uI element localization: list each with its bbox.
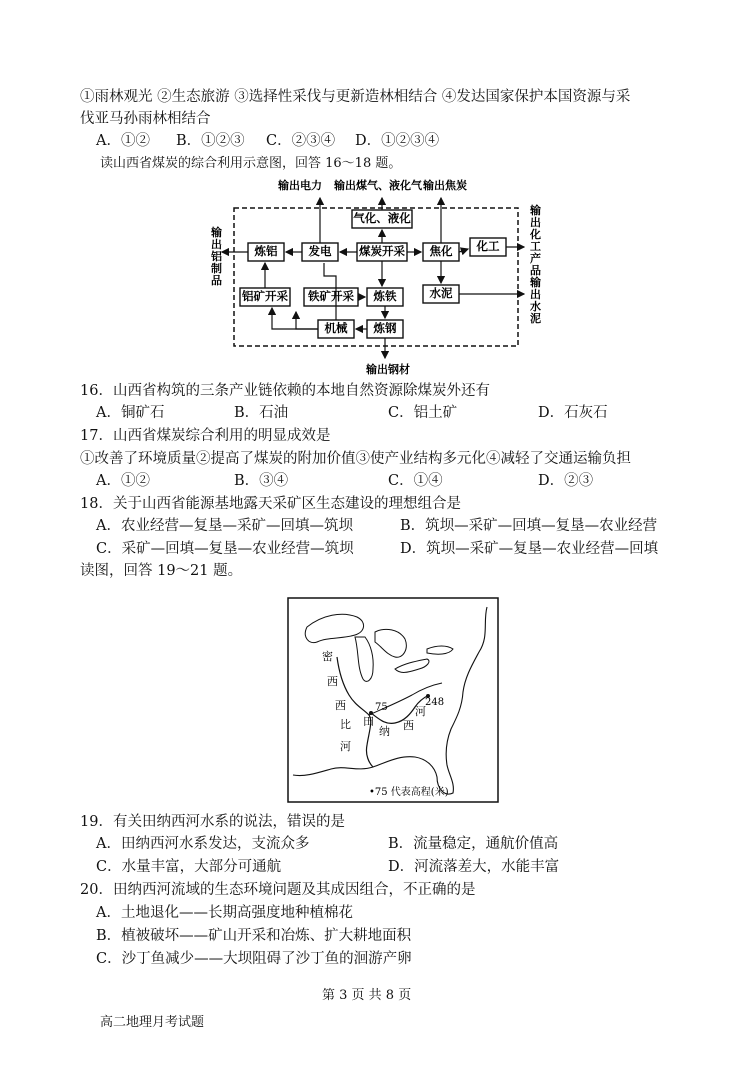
label-he: 河 — [340, 740, 351, 753]
q20-option-c: C．沙丁鱼减少——大坝阻碍了沙丁鱼的洄游产卵 — [96, 951, 412, 967]
coal-flow-diagram — [200, 176, 550, 376]
q20-stem: 20．田纳西河流域的生态环境问题及其成因组合，不正确的是 — [80, 882, 476, 898]
q15-option-d: D．①②③④ — [355, 133, 440, 149]
q19-option-a: A．田纳西河水系发达，支流众多 — [96, 836, 310, 852]
q16-stem: 16．山西省构筑的三条产业链依赖的本地自然资源除煤炭外还有 — [80, 383, 490, 399]
svg-text:品: 品 — [530, 264, 541, 277]
q17-option-d: D．②③ — [538, 473, 594, 489]
q18-stem: 18．关于山西省能源基地露天采矿区生态建设的理想组合是 — [80, 496, 461, 512]
svg-text:铁矿开采: 铁矿开采 — [308, 289, 354, 303]
svg-text:铝: 铝 — [211, 250, 222, 263]
label-mi: 密 — [322, 650, 333, 663]
svg-text:泥: 泥 — [530, 312, 541, 325]
svg-text:输: 输 — [211, 226, 222, 239]
q16-option-c: C．铝土矿 — [388, 405, 458, 421]
q18-option-a: A．农业经营—复垦—采矿—回填—筑坝 — [96, 518, 353, 534]
svg-text:机械: 机械 — [324, 321, 348, 335]
label-output-steel: 输出钢材 — [366, 363, 410, 376]
box-bauxite-mining — [240, 288, 290, 306]
svg-text:产: 产 — [530, 252, 541, 265]
label-xi2: 西 — [335, 699, 346, 712]
box-coking — [423, 243, 459, 261]
svg-text:出: 出 — [530, 288, 541, 301]
svg-text:出: 出 — [530, 216, 541, 229]
q17-choices: ①改善了环境质量②提高了煤炭的附加价值③使产业结构多元化④减轻了交通运输负担 — [80, 451, 631, 467]
label-elev-75: 75 — [375, 702, 388, 713]
q15-stem-line2: 伐亚马孙雨林相结合 — [80, 111, 211, 127]
q19-option-d: D．河流落差大，水能丰富 — [388, 859, 560, 875]
q19-option-c: C．水量丰富，大部分可通航 — [96, 859, 282, 875]
q15-option-c: C．②③④ — [266, 133, 336, 149]
q19-stem: 19．有关田纳西河水系的说法，错误的是 — [80, 814, 345, 830]
q16-option-a: A．铜矿石 — [96, 405, 165, 421]
label-tian: 田 — [363, 715, 374, 728]
svg-text:炼钢: 炼钢 — [373, 321, 397, 335]
label-na: 纳 — [379, 725, 390, 738]
q15-option-a: A．①② — [96, 133, 150, 149]
q17-option-a: A．①② — [96, 473, 150, 489]
page-number: 第 3 页 共 8 页 — [322, 988, 412, 1003]
svg-text:品: 品 — [211, 274, 222, 287]
q16-option-d: D．石灰石 — [538, 405, 608, 421]
svg-text:制: 制 — [211, 262, 222, 275]
svg-text:输: 输 — [530, 204, 541, 217]
q19-option-b: B．流量稳定，通航价值高 — [388, 836, 559, 852]
intro-16-18: 读山西省煤炭的综合利用示意图，回答 16～18 题。 — [100, 156, 402, 171]
q15-stem-line1: ①雨林观光 ②生态旅游 ③选择性采伐与更新造林相结合 ④发达国家保护本国资源与采 — [80, 89, 631, 105]
box-cement — [423, 285, 459, 303]
label-xi3: 西 — [403, 719, 414, 732]
svg-text:煤炭开采: 煤炭开采 — [359, 244, 405, 258]
map-legend: •75 代表高程(米) — [369, 787, 449, 798]
box-power — [302, 243, 338, 261]
label-xi1: 西 — [327, 675, 338, 688]
box-machinery — [318, 320, 354, 338]
q17-option-c: C．①④ — [388, 473, 443, 489]
svg-text:化工: 化工 — [476, 239, 500, 253]
q17-option-b: B．③④ — [234, 473, 289, 489]
svg-text:水泥: 水泥 — [429, 286, 453, 300]
svg-text:炼铝: 炼铝 — [254, 244, 278, 258]
label-output-coke: 输出焦炭 — [423, 179, 467, 192]
q15-option-b: B．①②③ — [176, 133, 245, 149]
q18-option-d: D．筑坝—采矿—复垦—农业经营—回填 — [400, 541, 659, 557]
tennessee-map — [287, 597, 499, 803]
exam-title: 高二地理月考试题 — [100, 1015, 205, 1030]
box-gasification — [352, 210, 412, 228]
box-steel — [367, 320, 403, 338]
svg-text:输: 输 — [530, 276, 541, 289]
box-iron-ore-mining — [304, 288, 358, 306]
box-smelt-al — [248, 243, 284, 261]
svg-text:化: 化 — [530, 228, 541, 241]
svg-text:水: 水 — [530, 300, 541, 313]
box-coal-mining — [357, 243, 407, 261]
svg-text:发电: 发电 — [308, 244, 332, 258]
label-output-gas: 输出煤气、液化气 — [334, 179, 422, 192]
label-output-al-products — [210, 225, 222, 287]
q20-option-a: A．土地退化——长期高强度地种植棉花 — [96, 905, 353, 921]
svg-text:焦化: 焦化 — [429, 244, 453, 258]
svg-text:工: 工 — [530, 240, 541, 253]
svg-text:气化、液化: 气化、液化 — [353, 211, 411, 225]
map-frame — [288, 598, 498, 802]
q18-option-c: C．采矿—回填—复垦—农业经营—筑坝 — [96, 541, 354, 557]
svg-text:出: 出 — [211, 238, 222, 251]
q17-stem: 17．山西省煤炭综合利用的明显成效是 — [80, 428, 331, 444]
q18-option-b: B．筑坝—采矿—回填—复垦—农业经营 — [400, 518, 658, 534]
box-iron — [367, 288, 403, 306]
q16-option-b: B．石油 — [234, 405, 289, 421]
label-output-chem-cement — [529, 203, 541, 325]
q20-option-b: B．植被破坏——矿山开采和冶炼、扩大耕地面积 — [96, 928, 412, 944]
label-bi: 比 — [340, 718, 351, 731]
label-output-power: 输出电力 — [278, 179, 322, 192]
box-chem — [470, 238, 506, 256]
label-elev-248: 248 — [425, 697, 445, 708]
svg-text:铝矿开采: 铝矿开采 — [242, 289, 288, 303]
label-he2: 河 — [415, 705, 426, 718]
svg-text:炼铁: 炼铁 — [373, 289, 397, 303]
intro-19-21: 读图，回答 19～21 题。 — [80, 563, 243, 579]
